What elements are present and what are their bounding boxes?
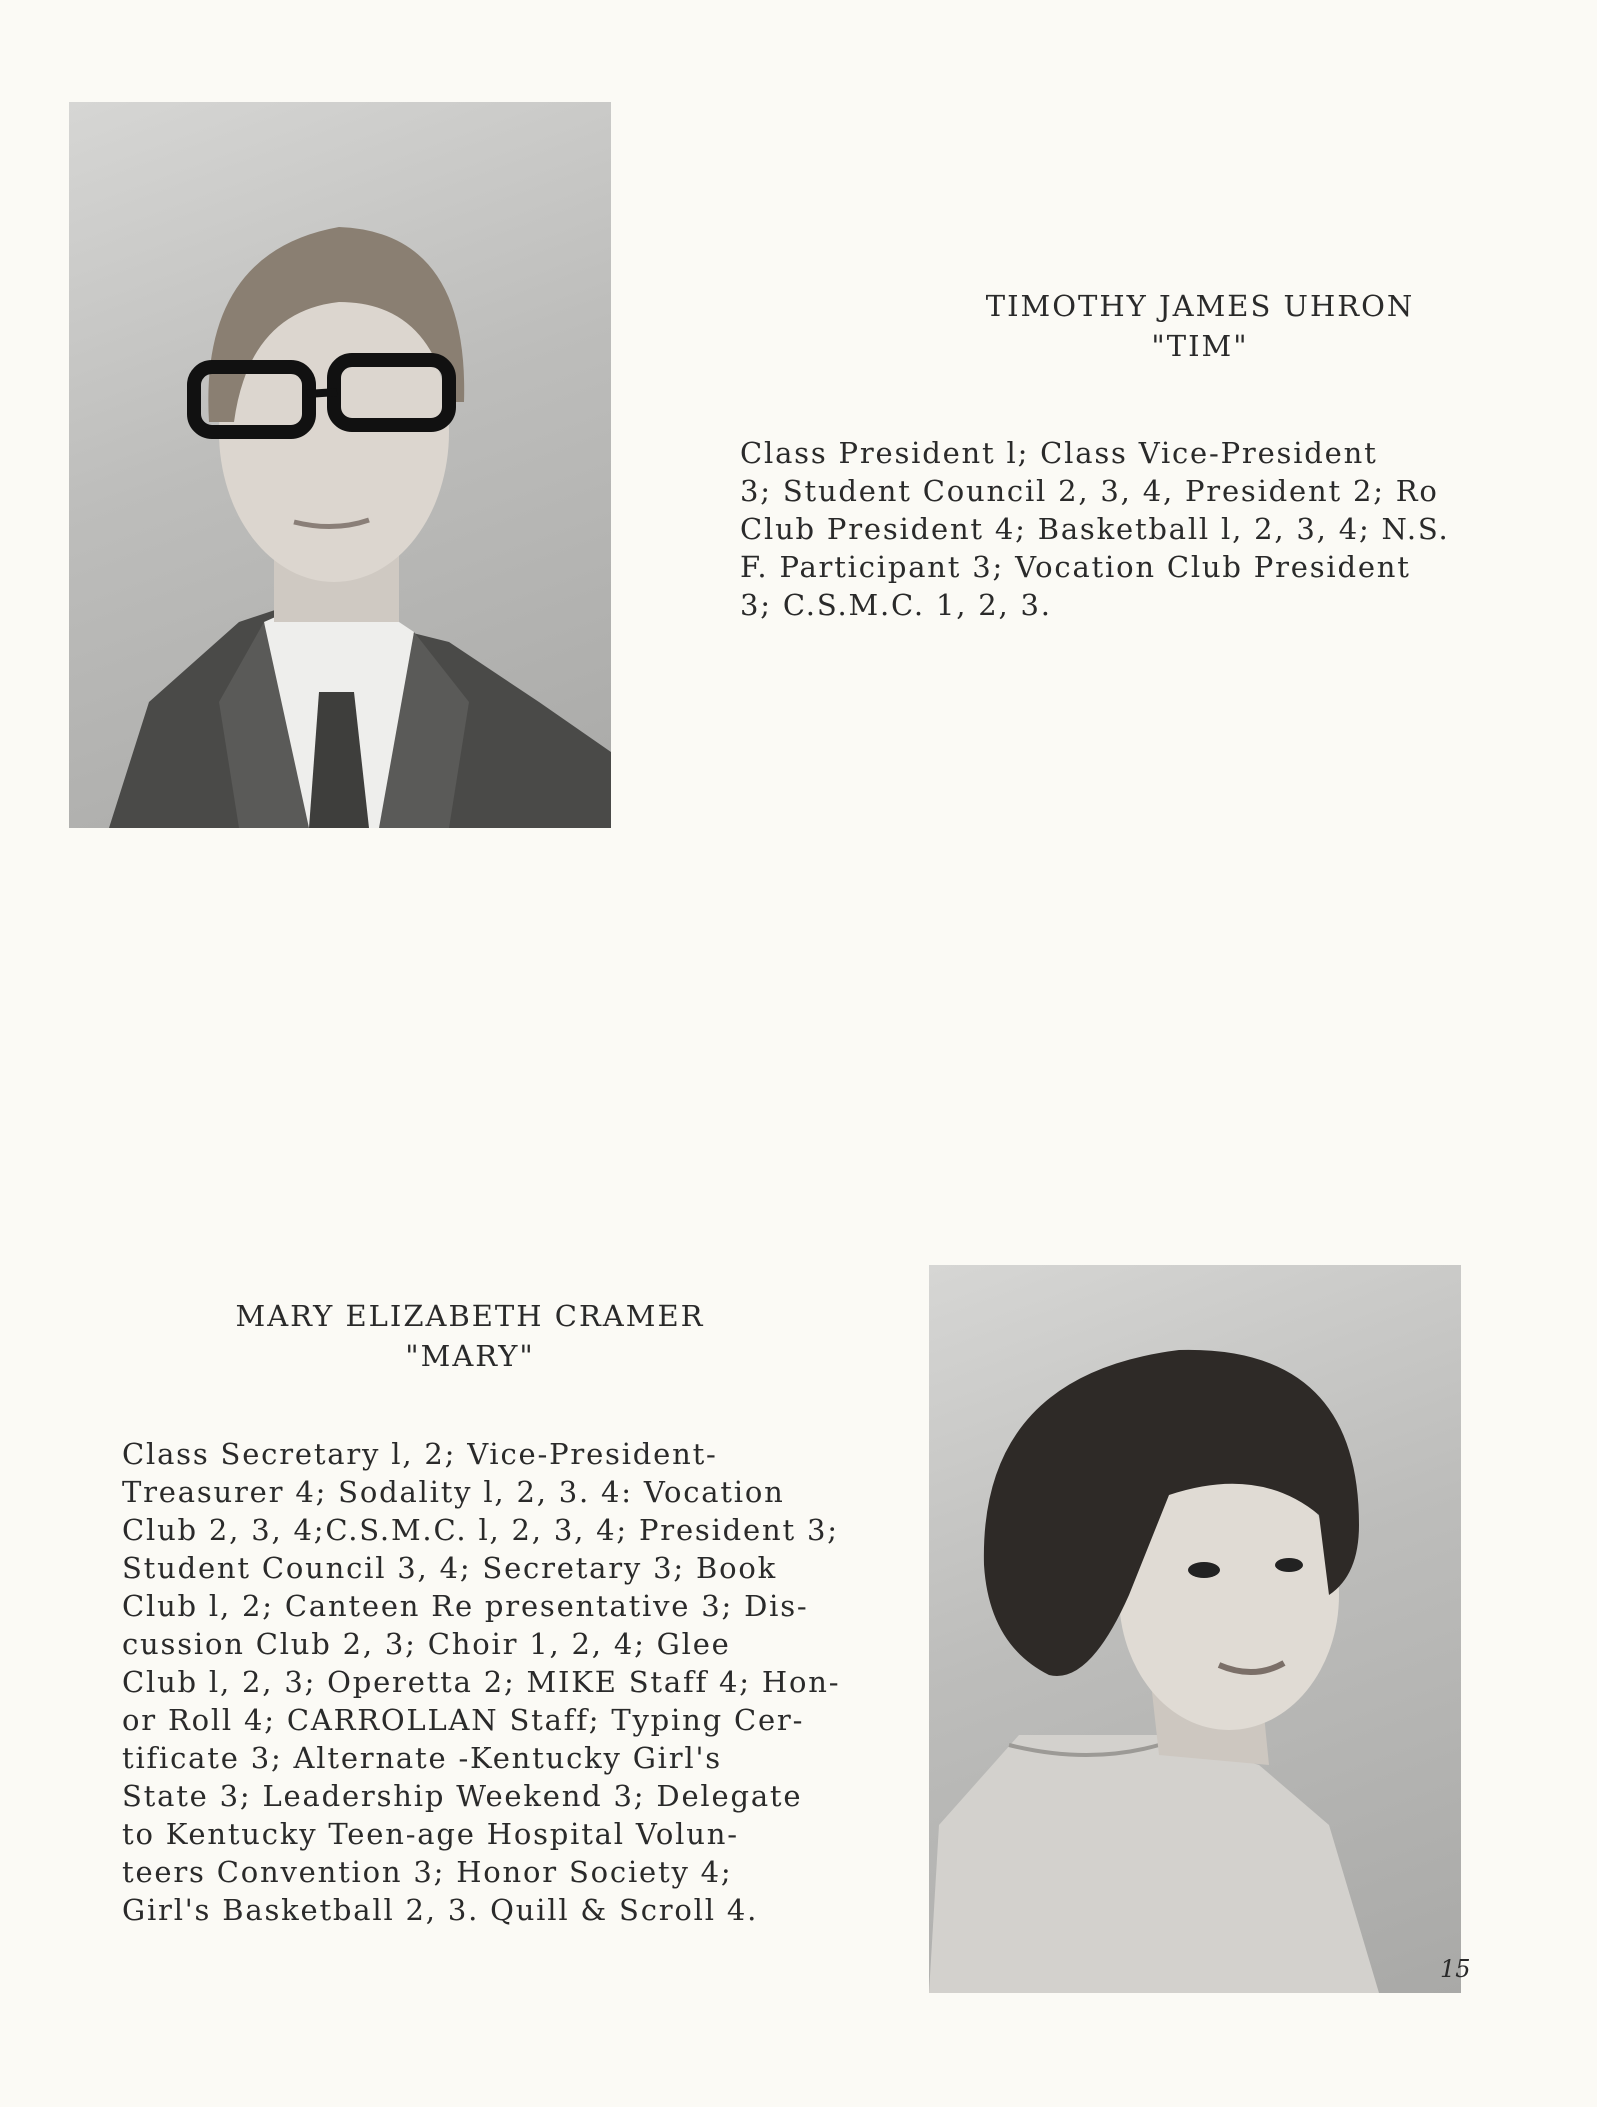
- student-activities: [740, 434, 1450, 624]
- portrait-illustration-male: [69, 102, 611, 828]
- page-number: 15: [1440, 1955, 1471, 1983]
- bio-line: F. Participant 3; Vocation Club President: [740, 550, 1411, 584]
- student-nickname: "MARY": [405, 1339, 535, 1373]
- portrait-photo-timothy: [69, 102, 611, 828]
- bio-line: to Kentucky Teen-age Hospital Volun-: [122, 1817, 739, 1851]
- bio-line: Class Secretary l, 2; Vice-President-: [122, 1437, 718, 1471]
- bio-line: Class President l; Class Vice-President: [740, 436, 1378, 470]
- bio-line: tificate 3; Alternate -Kentucky Girl's: [122, 1741, 722, 1775]
- bio-line: Club 2, 3, 4;C.S.M.C. l, 2, 3, 4; President 3;: [122, 1513, 839, 1547]
- portrait-photo-mary: [929, 1265, 1461, 1993]
- bio-line: State 3; Leadership Weekend 3; Delegate: [122, 1779, 803, 1813]
- bio-line: teers Convention 3; Honor Society 4;: [122, 1855, 733, 1889]
- bio-line: 3; Student Council 2, 3, 4, President 2; Ro: [740, 474, 1439, 508]
- student-activities: [122, 1435, 840, 1929]
- student-nickname: "TIM": [1151, 329, 1249, 363]
- student-name: MARY ELIZABETH CRAMER: [235, 1299, 705, 1333]
- bio-line: Treasurer 4; Sodality l, 2, 3. 4: Vocation: [122, 1475, 785, 1509]
- bio-line: Student Council 3, 4; Secretary 3; Book: [122, 1551, 777, 1585]
- bio-line: or Roll 4; CARROLLAN Staff; Typing Cer-: [122, 1703, 805, 1737]
- bio-line: 3; C.S.M.C. 1, 2, 3.: [740, 588, 1052, 622]
- bio-line: Club President 4; Basketball l, 2, 3, 4; N.S.: [740, 512, 1450, 546]
- bio-line: Girl's Basketball 2, 3. Quill & Scroll 4.: [122, 1893, 759, 1927]
- portrait-illustration-female: [929, 1265, 1461, 1993]
- bio-line: Club l, 2, 3; Operetta 2; MIKE Staff 4; Hon-: [122, 1665, 841, 1699]
- bio-line: Club l, 2; Canteen Re presentative 3; Dis-: [122, 1589, 809, 1623]
- student-name: TIMOTHY JAMES UHRON: [985, 289, 1415, 323]
- bio-line: cussion Club 2, 3; Choir 1, 2, 4; Glee: [122, 1627, 731, 1661]
